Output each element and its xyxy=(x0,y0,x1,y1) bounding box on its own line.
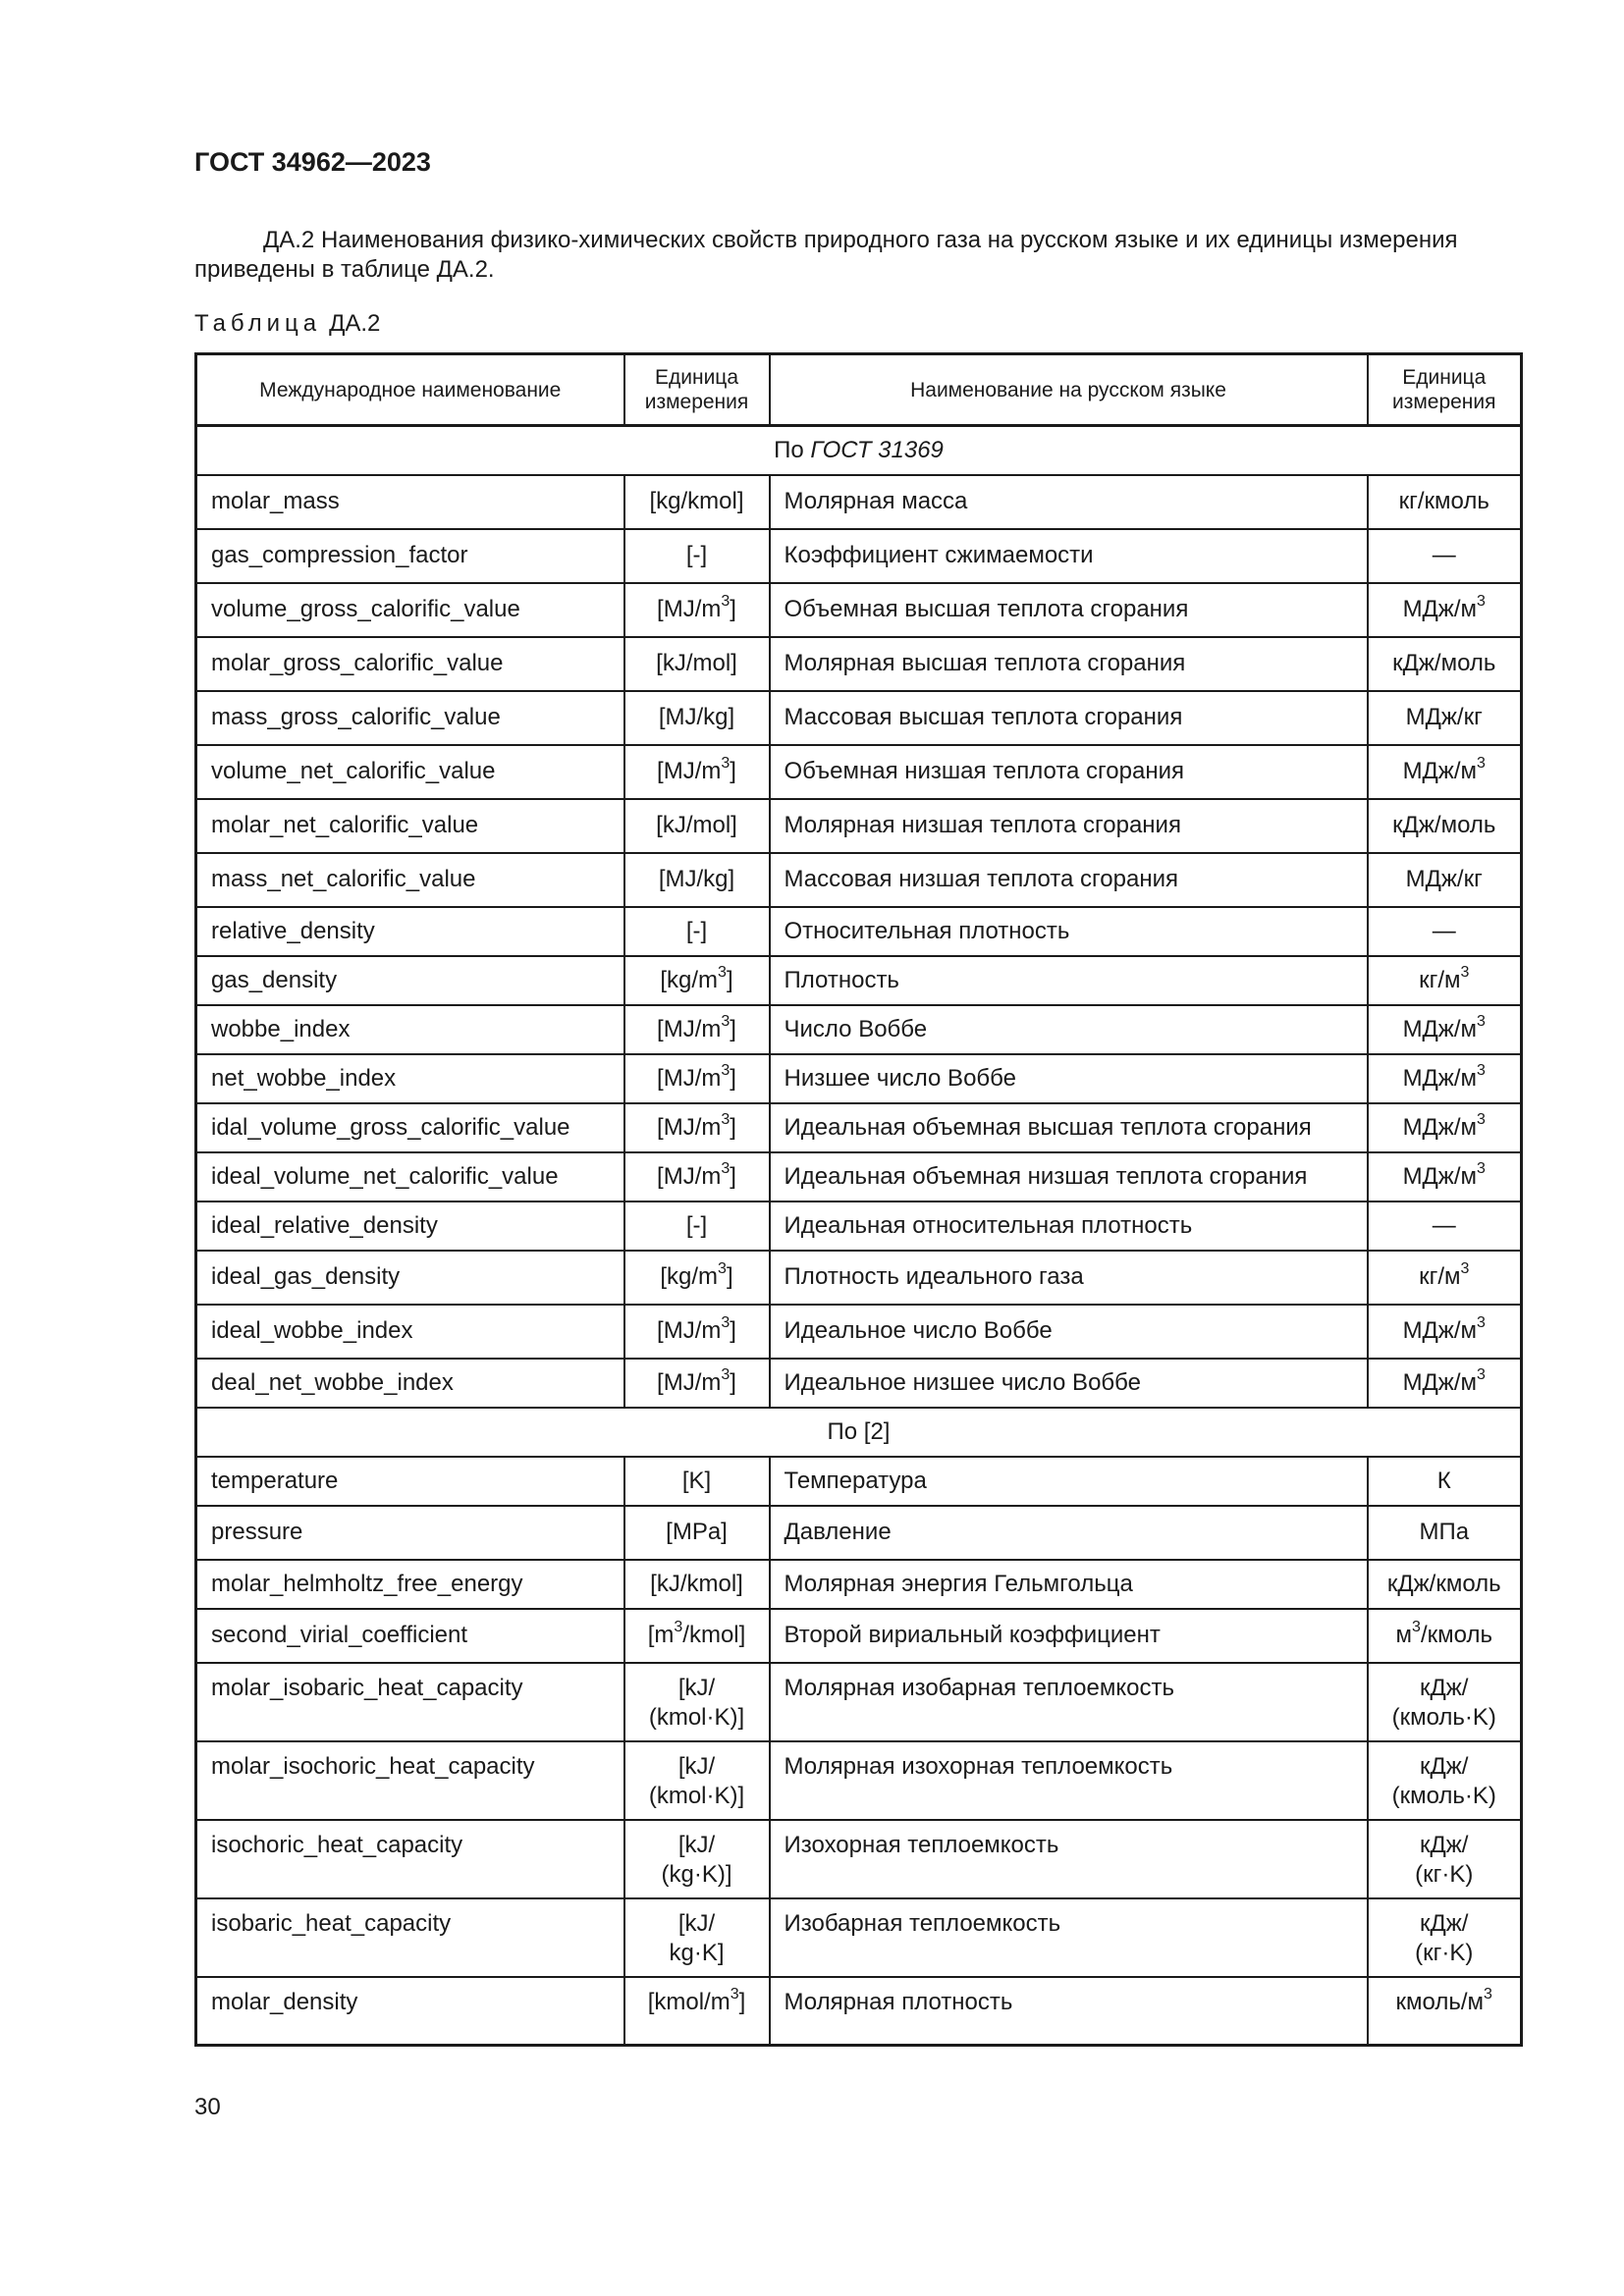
superscript: 3 xyxy=(721,1110,731,1128)
russian-unit-cell xyxy=(1368,1201,1522,1251)
superscript: 3 xyxy=(1477,1314,1486,1331)
table-row xyxy=(196,1152,1522,1201)
russian-name-cell: Молярная изохорная теплоемкость xyxy=(770,1741,1368,1820)
international-name-cell: second_virial_coefficient xyxy=(196,1609,624,1663)
superscript: 3 xyxy=(718,963,727,981)
russian-unit-cell xyxy=(1368,1506,1522,1560)
international-name-cell: relative_density xyxy=(196,907,624,956)
unit-cell xyxy=(624,1457,770,1506)
superscript: 3 xyxy=(721,1159,731,1177)
unit-cell xyxy=(624,799,770,853)
table-row xyxy=(196,1506,1522,1560)
russian-unit-cell xyxy=(1368,1977,1522,2046)
russian-name-cell: Идеальное низшее число Воббе xyxy=(770,1359,1368,1408)
cell-text: [MJ/m xyxy=(657,1162,722,1190)
international-name-cell: volume_net_calorific_value xyxy=(196,745,624,799)
russian-unit-cell xyxy=(1368,1663,1522,1741)
russian-name-cell: Давление xyxy=(770,1506,1368,1560)
table-row xyxy=(196,583,1522,637)
header-russian-unit: Единица измерения xyxy=(1368,354,1522,426)
russian-unit-cell xyxy=(1368,1005,1522,1054)
cell-text: кг/кмоль xyxy=(1398,488,1489,514)
cell-text: кг/м xyxy=(1419,966,1461,993)
russian-unit-cell xyxy=(1368,1305,1522,1359)
table-row xyxy=(196,691,1522,745)
document-header: ГОСТ 34962—2023 xyxy=(194,147,431,177)
section-row-gost xyxy=(196,426,1522,475)
russian-unit-cell xyxy=(1368,1359,1522,1408)
cell-text: кмоль/м xyxy=(1395,1988,1485,2015)
unit-cell xyxy=(624,1663,770,1741)
superscript: 3 xyxy=(1477,1159,1486,1177)
russian-unit-cell xyxy=(1368,853,1522,907)
russian-name-cell: Молярная масса xyxy=(770,475,1368,529)
cell-text: [kJ/mol] xyxy=(656,812,737,838)
cell-text: [m xyxy=(647,1622,675,1648)
russian-name-cell: Молярная высшая теплота сгорания xyxy=(770,637,1368,691)
unit-cell xyxy=(624,853,770,907)
superscript: 3 xyxy=(721,1061,731,1079)
superscript: 3 xyxy=(721,755,731,772)
cell-text: [kJ/ (kmol·K)] xyxy=(648,1752,745,1809)
russian-unit-cell xyxy=(1368,529,1522,583)
russian-unit-cell xyxy=(1368,799,1522,853)
cell-text: [MPa] xyxy=(666,1519,728,1545)
cell-text: МДж/кг xyxy=(1405,866,1483,892)
cell-text: МДж/м xyxy=(1402,1015,1478,1042)
cell-text: [kJ/kmol] xyxy=(650,1570,743,1597)
cell-text: [MJ/m xyxy=(657,1317,722,1344)
superscript: 3 xyxy=(1477,1061,1486,1079)
international-name-cell: molar_isobaric_heat_capacity xyxy=(196,1663,624,1741)
international-name-cell: net_wobbe_index xyxy=(196,1054,624,1103)
international-name-cell: ideal_relative_density xyxy=(196,1201,624,1251)
cell-text: МПа xyxy=(1419,1519,1470,1545)
cell-text: [kg/kmol] xyxy=(649,488,744,514)
cell-text: [MJ/m xyxy=(657,596,722,622)
table-row xyxy=(196,1005,1522,1054)
international-name-cell: ideal_gas_density xyxy=(196,1251,624,1305)
unit-cell xyxy=(624,691,770,745)
cell-text-tail: ] xyxy=(730,596,736,622)
russian-unit-cell xyxy=(1368,1741,1522,1820)
table-row xyxy=(196,799,1522,853)
cell-text: МДж/м xyxy=(1402,1162,1478,1190)
unit-cell xyxy=(624,1506,770,1560)
russian-name-cell: Идеальная объемная высшая теплота сгорания xyxy=(770,1103,1368,1152)
cell-text-tail: ] xyxy=(730,1064,736,1092)
unit-cell xyxy=(624,475,770,529)
cell-text-tail: ] xyxy=(730,1015,736,1042)
table-row xyxy=(196,1201,1522,1251)
international-name-cell: molar_gross_calorific_value xyxy=(196,637,624,691)
table-row xyxy=(196,1359,1522,1408)
russian-name-cell: Массовая низшая теплота сгорания xyxy=(770,853,1368,907)
superscript: 3 xyxy=(1412,1619,1421,1635)
cell-text: — xyxy=(1432,542,1456,568)
cell-text: [kJ/mol] xyxy=(656,650,737,676)
cell-text-tail: ] xyxy=(726,966,733,993)
international-name-cell: wobbe_index xyxy=(196,1005,624,1054)
russian-name-cell: Молярная плотность xyxy=(770,1977,1368,2046)
superscript: 3 xyxy=(721,1012,731,1030)
cell-text: [-] xyxy=(685,917,708,944)
russian-unit-cell xyxy=(1368,691,1522,745)
unit-cell xyxy=(624,1977,770,2046)
international-name-cell: mass_net_calorific_value xyxy=(196,853,624,907)
cell-text: [MJ/m xyxy=(657,1368,722,1396)
international-name-cell: temperature xyxy=(196,1457,624,1506)
table-row xyxy=(196,1898,1522,1977)
russian-name-cell: Относительная плотность xyxy=(770,907,1368,956)
russian-unit-cell xyxy=(1368,1820,1522,1898)
unit-cell xyxy=(624,1820,770,1898)
superscript: 3 xyxy=(1484,1985,1492,2002)
russian-unit-cell xyxy=(1368,1054,1522,1103)
superscript: 3 xyxy=(1477,1365,1486,1383)
cell-text: [kg/m xyxy=(660,1263,719,1290)
intro-text: ДА.2 Наименования физико-химических свойств природного газа на русском языке и их единицы измерения приведены в таблице ДА.2. xyxy=(194,227,1458,283)
table-row xyxy=(196,956,1522,1005)
page-number: 30 xyxy=(194,2094,221,2120)
unit-cell xyxy=(624,1152,770,1201)
table-row xyxy=(196,1609,1522,1663)
cell-text: МДж/м xyxy=(1402,596,1478,622)
international-name-cell: idal_volume_gross_calorific_value xyxy=(196,1103,624,1152)
table-row xyxy=(196,1251,1522,1305)
cell-text: м xyxy=(1395,1622,1413,1648)
russian-name-cell: Низшее число Воббе xyxy=(770,1054,1368,1103)
cell-text: кДж/кмоль xyxy=(1386,1570,1501,1597)
international-name-cell: gas_density xyxy=(196,956,624,1005)
cell-text: [MJ/m xyxy=(657,758,722,784)
unit-cell xyxy=(624,1741,770,1820)
cell-text: кДж/моль xyxy=(1392,812,1496,838)
superscript: 3 xyxy=(1460,1260,1470,1277)
russian-unit-cell xyxy=(1368,1152,1522,1201)
cell-text: кДж/ (кг·K) xyxy=(1415,1831,1474,1888)
cell-text-tail: /kmol] xyxy=(682,1622,746,1648)
unit-cell xyxy=(624,637,770,691)
cell-text: МДж/м xyxy=(1402,1368,1478,1396)
properties-table xyxy=(194,352,1523,2047)
russian-name-cell: Изобарная теплоемкость xyxy=(770,1898,1368,1977)
russian-name-cell: Идеальное число Воббе xyxy=(770,1305,1368,1359)
cell-text: МДж/кг xyxy=(1405,704,1483,730)
unit-cell xyxy=(624,1201,770,1251)
superscript: 3 xyxy=(1477,755,1486,772)
header-international-name: Международное наименование xyxy=(196,354,624,426)
russian-unit-cell xyxy=(1368,1103,1522,1152)
section-ref: ГОСТ 31369 xyxy=(810,436,944,463)
international-name-cell: molar_mass xyxy=(196,475,624,529)
cell-text: [MJ/kg] xyxy=(658,866,735,892)
russian-unit-cell xyxy=(1368,956,1522,1005)
cell-text: [kg/m xyxy=(660,966,719,993)
table-row xyxy=(196,1663,1522,1741)
russian-unit-cell xyxy=(1368,1898,1522,1977)
section-title: По [2] xyxy=(196,1408,1522,1457)
table-row xyxy=(196,637,1522,691)
cell-text-tail: /кмоль xyxy=(1420,1622,1492,1648)
international-name-cell: volume_gross_calorific_value xyxy=(196,583,624,637)
unit-cell xyxy=(624,1305,770,1359)
cell-text: [-] xyxy=(685,1211,708,1239)
unit-cell xyxy=(624,956,770,1005)
russian-name-cell: Плотность xyxy=(770,956,1368,1005)
unit-cell xyxy=(624,1103,770,1152)
table-row xyxy=(196,1820,1522,1898)
russian-name-cell: Изохорная теплоемкость xyxy=(770,1820,1368,1898)
table-row xyxy=(196,1103,1522,1152)
russian-name-cell: Массовая высшая теплота сгорания xyxy=(770,691,1368,745)
international-name-cell: molar_net_calorific_value xyxy=(196,799,624,853)
russian-unit-cell xyxy=(1368,1251,1522,1305)
cell-text: — xyxy=(1432,1211,1456,1239)
unit-cell xyxy=(624,1898,770,1977)
international-name-cell: mass_gross_calorific_value xyxy=(196,691,624,745)
russian-name-cell: Второй вириальный коэффициент xyxy=(770,1609,1368,1663)
russian-name-cell: Молярная энергия Гельмгольца xyxy=(770,1560,1368,1609)
russian-unit-cell xyxy=(1368,1457,1522,1506)
superscript: 3 xyxy=(1477,593,1486,610)
russian-name-cell: Молярная изобарная теплоемкость xyxy=(770,1663,1368,1741)
international-name-cell: molar_density xyxy=(196,1977,624,2046)
russian-unit-cell xyxy=(1368,1609,1522,1663)
cell-text: МДж/м xyxy=(1402,1113,1478,1141)
superscript: 3 xyxy=(718,1260,727,1277)
cell-text-tail: ] xyxy=(730,1113,736,1141)
cell-text: кДж/моль xyxy=(1392,650,1496,676)
superscript: 3 xyxy=(730,1985,739,2002)
intro-paragraph xyxy=(194,226,1520,285)
cell-text-tail: ] xyxy=(730,1368,736,1396)
cell-text: [MJ/kg] xyxy=(658,704,735,730)
russian-unit-cell xyxy=(1368,583,1522,637)
unit-cell xyxy=(624,745,770,799)
superscript: 3 xyxy=(721,593,731,610)
superscript: 3 xyxy=(1477,1012,1486,1030)
international-name-cell: isochoric_heat_capacity xyxy=(196,1820,624,1898)
cell-text: [kJ/ kg·K] xyxy=(669,1909,725,1966)
section-prefix: По xyxy=(774,436,811,463)
cell-text: [MJ/m xyxy=(657,1113,722,1141)
cell-text: — xyxy=(1432,917,1456,944)
russian-name-cell: Коэффициент сжимаемости xyxy=(770,529,1368,583)
unit-cell xyxy=(624,907,770,956)
superscript: 3 xyxy=(1477,1110,1486,1128)
table-row xyxy=(196,529,1522,583)
table-row xyxy=(196,1977,1522,2046)
cell-text-tail: ] xyxy=(726,1263,733,1290)
cell-text: МДж/м xyxy=(1402,1064,1478,1092)
table-row xyxy=(196,1560,1522,1609)
international-name-cell: molar_isochoric_heat_capacity xyxy=(196,1741,624,1820)
russian-name-cell: Молярная низшая теплота сгорания xyxy=(770,799,1368,853)
international-name-cell: ideal_wobbe_index xyxy=(196,1305,624,1359)
table-row xyxy=(196,1457,1522,1506)
international-name-cell: gas_compression_factor xyxy=(196,529,624,583)
international-name-cell: pressure xyxy=(196,1506,624,1560)
cell-text: кДж/ (кмоль·K) xyxy=(1391,1752,1496,1809)
unit-cell xyxy=(624,1609,770,1663)
russian-name-cell: Идеальная объемная низшая теплота сгорания xyxy=(770,1152,1368,1201)
cell-text-tail: ] xyxy=(730,758,736,784)
cell-text: [kJ/ (kmol·K)] xyxy=(648,1674,745,1731)
russian-name-cell: Плотность идеального газа xyxy=(770,1251,1368,1305)
cell-text: [K] xyxy=(681,1467,712,1494)
russian-unit-cell xyxy=(1368,637,1522,691)
international-name-cell: deal_net_wobbe_index xyxy=(196,1359,624,1408)
cell-text-tail: ] xyxy=(730,1317,736,1344)
unit-cell xyxy=(624,1359,770,1408)
table-row xyxy=(196,1741,1522,1820)
superscript: 3 xyxy=(721,1314,731,1331)
cell-text: [MJ/m xyxy=(657,1064,722,1092)
cell-text: кДж/ (кмоль·K) xyxy=(1391,1674,1496,1731)
cell-text-tail: ] xyxy=(730,1162,736,1190)
header-russian-name: Наименование на русском языке xyxy=(770,354,1368,426)
russian-name-cell: Температура xyxy=(770,1457,1368,1506)
table-caption-label: Таблица xyxy=(194,310,322,337)
table-caption-number: ДА.2 xyxy=(329,310,381,337)
cell-text: кг/м xyxy=(1419,1263,1461,1290)
cell-text: [kmol/m xyxy=(647,1988,731,2015)
table-row xyxy=(196,1305,1522,1359)
cell-text: [MJ/m xyxy=(657,1015,722,1042)
table-header-row xyxy=(196,354,1522,426)
table-row xyxy=(196,475,1522,529)
russian-unit-cell xyxy=(1368,1560,1522,1609)
table-row xyxy=(196,853,1522,907)
cell-text-tail: ] xyxy=(738,1988,746,2015)
cell-text: К xyxy=(1436,1467,1451,1494)
russian-unit-cell xyxy=(1368,907,1522,956)
cell-text: МДж/м xyxy=(1402,758,1478,784)
russian-name-cell: Идеальная относительная плотность xyxy=(770,1201,1368,1251)
header-unit: Единица измерения xyxy=(624,354,770,426)
table-row xyxy=(196,745,1522,799)
cell-text: МДж/м xyxy=(1402,1317,1478,1344)
unit-cell xyxy=(624,1560,770,1609)
cell-text: [kJ/ (kg·K)] xyxy=(661,1831,732,1888)
cell-text: [-] xyxy=(685,542,708,568)
russian-unit-cell xyxy=(1368,745,1522,799)
russian-name-cell: Объемная высшая теплота сгорания xyxy=(770,583,1368,637)
russian-unit-cell xyxy=(1368,475,1522,529)
section-row-ref2 xyxy=(196,1408,1522,1457)
table-caption xyxy=(194,310,380,338)
unit-cell xyxy=(624,1054,770,1103)
section-title xyxy=(196,426,1522,475)
superscript: 3 xyxy=(1460,963,1470,981)
international-name-cell: isobaric_heat_capacity xyxy=(196,1898,624,1977)
international-name-cell: ideal_volume_net_calorific_value xyxy=(196,1152,624,1201)
unit-cell xyxy=(624,1251,770,1305)
table-row xyxy=(196,1054,1522,1103)
superscript: 3 xyxy=(674,1619,683,1635)
unit-cell xyxy=(624,529,770,583)
russian-name-cell: Объемная низшая теплота сгорания xyxy=(770,745,1368,799)
russian-name-cell: Число Воббе xyxy=(770,1005,1368,1054)
table-row xyxy=(196,907,1522,956)
unit-cell xyxy=(624,583,770,637)
international-name-cell: molar_helmholtz_free_energy xyxy=(196,1560,624,1609)
cell-text: кДж/ (кг·K) xyxy=(1415,1909,1474,1966)
superscript: 3 xyxy=(721,1365,731,1383)
unit-cell xyxy=(624,1005,770,1054)
